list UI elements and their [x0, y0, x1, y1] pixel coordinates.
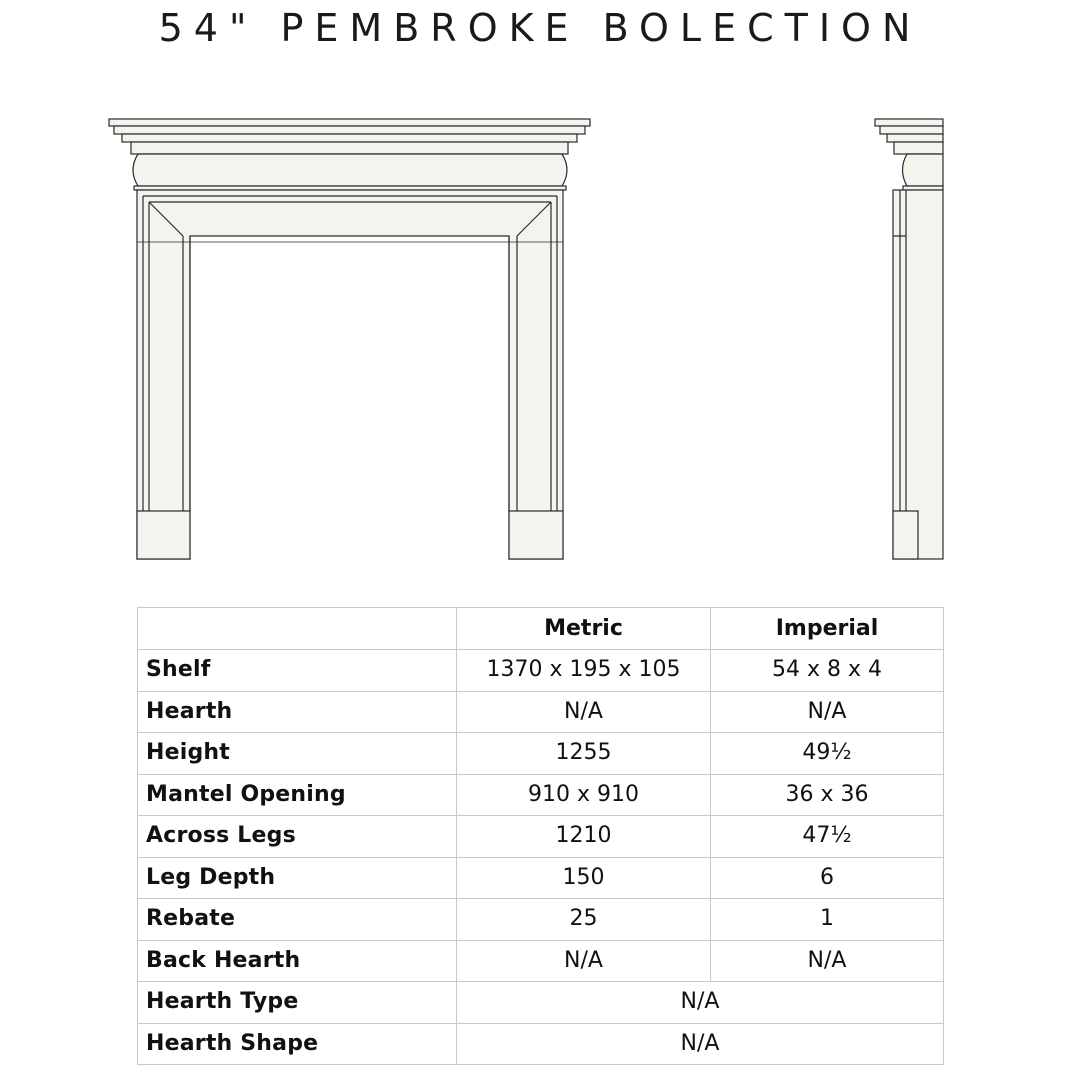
mantel-drawings	[0, 100, 1080, 570]
table-row	[138, 691, 944, 733]
row-label: Hearth Shape	[138, 1023, 457, 1065]
row-label: Shelf	[138, 650, 457, 692]
side-elevation	[875, 119, 943, 559]
row-label: Hearth Type	[138, 982, 457, 1024]
metric-value: N/A	[457, 940, 711, 982]
header-imperial: Imperial	[711, 608, 944, 650]
merged-value: N/A	[457, 1023, 944, 1065]
metric-value: 25	[457, 899, 711, 941]
table-row	[138, 650, 944, 692]
row-label: Leg Depth	[138, 857, 457, 899]
metric-value: 150	[457, 857, 711, 899]
imperial-value: 54 x 8 x 4	[711, 650, 944, 692]
row-label: Mantel Opening	[138, 774, 457, 816]
imperial-value: 6	[711, 857, 944, 899]
imperial-value: 1	[711, 899, 944, 941]
table-row	[138, 857, 944, 899]
front-elevation	[109, 119, 590, 559]
imperial-value: N/A	[711, 691, 944, 733]
metric-value: 1255	[457, 733, 711, 775]
header-blank	[138, 608, 457, 650]
metric-value: 1370 x 195 x 105	[457, 650, 711, 692]
row-label: Hearth	[138, 691, 457, 733]
row-label: Height	[138, 733, 457, 775]
imperial-value: N/A	[711, 940, 944, 982]
table-row-merged	[138, 1023, 944, 1065]
imperial-value: 36 x 36	[711, 774, 944, 816]
page-title: 54" PEMBROKE BOLECTION	[158, 6, 922, 50]
table-row-merged	[138, 982, 944, 1024]
table-row	[138, 940, 944, 982]
table-header-row	[138, 608, 944, 650]
table-row	[138, 899, 944, 941]
table-row	[138, 774, 944, 816]
metric-value: 910 x 910	[457, 774, 711, 816]
header-metric: Metric	[457, 608, 711, 650]
imperial-value: 47½	[711, 816, 944, 858]
row-label: Rebate	[138, 899, 457, 941]
metric-value: N/A	[457, 691, 711, 733]
table-row	[138, 733, 944, 775]
dimensions-table	[137, 607, 944, 1065]
row-label: Across Legs	[138, 816, 457, 858]
merged-value: N/A	[457, 982, 944, 1024]
table-row	[138, 816, 944, 858]
metric-value: 1210	[457, 816, 711, 858]
imperial-value: 49½	[711, 733, 944, 775]
row-label: Back Hearth	[138, 940, 457, 982]
